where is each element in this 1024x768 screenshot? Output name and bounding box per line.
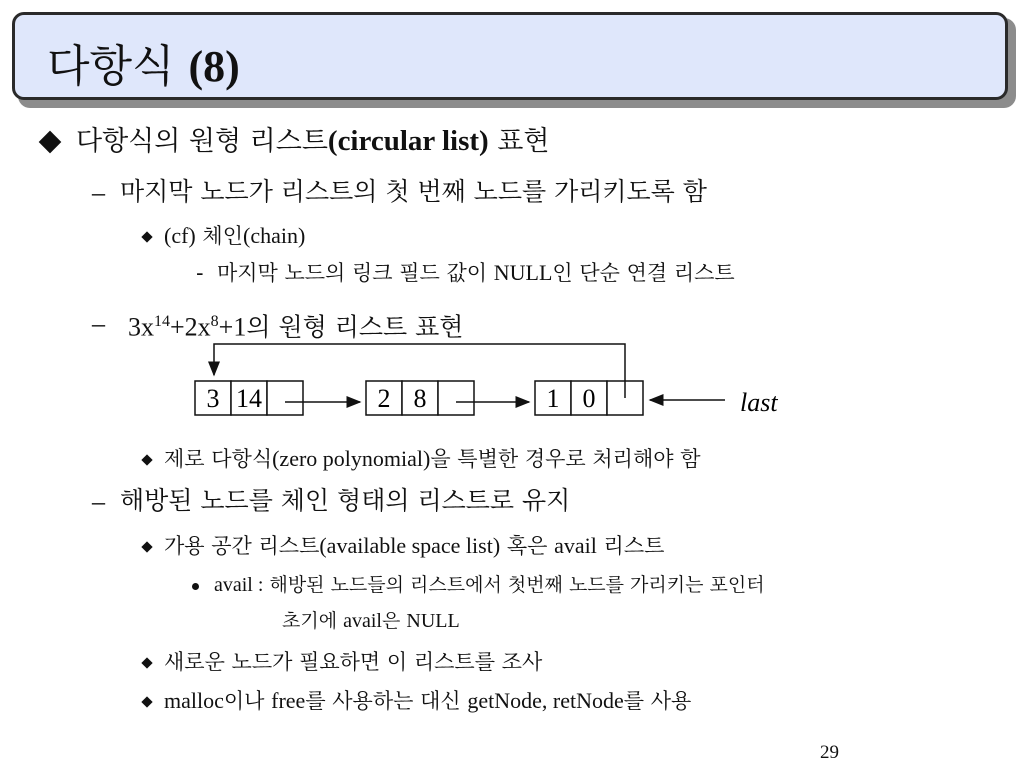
diamond-bullet-icon (39, 131, 62, 154)
node-3-exp: 0 (582, 384, 596, 413)
page-title (47, 39, 240, 95)
dash-bullet-icon: – (92, 487, 105, 516)
small-diamond-bullet-icon (141, 541, 152, 552)
node-3-coef: 1 (546, 384, 560, 413)
last-label: last (740, 388, 778, 417)
node-2-coef: 2 (377, 384, 391, 413)
node-1-coef: 3 (206, 384, 220, 413)
list-node-2 (366, 381, 474, 415)
title-number: (8) (188, 42, 240, 91)
title-main: 다항식 (47, 41, 175, 92)
page-number: 29 (820, 742, 839, 763)
bullet-available-space: 가용 공간 리스트(available space list) 혹은 avail 리스트 (164, 533, 665, 558)
small-diamond-bullet-icon (141, 454, 152, 465)
dash-bullet-icon: – (92, 309, 105, 338)
bullet-last-node: 마지막 노드가 리스트의 첫 번째 노드를 가리키도록 함 (120, 177, 707, 206)
small-diamond-bullet-icon (141, 657, 152, 668)
list-node-1 (195, 381, 303, 415)
bullet-avail-initial: 초기에 avail은 NULL (282, 610, 460, 632)
bullet-malloc: malloc이나 free를 사용하는 대신 getNode, retNode를 사용 (164, 688, 692, 713)
bullet-chain-desc: - 마지막 노드의 링크 필드 값이 NULL인 단순 연결 리스트 (196, 260, 735, 285)
title-box (12, 12, 1008, 100)
node-2-exp: 8 (413, 384, 427, 413)
bullet-chain: (cf) 체인(chain) (164, 223, 306, 248)
circular-list-diagram (180, 335, 820, 425)
small-diamond-bullet-icon (141, 231, 152, 242)
bullet-new-node: 새로운 노드가 필요하면 이 리스트를 조사 (164, 650, 543, 674)
bullet-freed-nodes: 해방된 노드를 체인 형태의 리스트로 유지 (120, 486, 571, 515)
bullet-avail-pointer: avail : 해방된 노드들의 리스트에서 첫번째 노드를 가리키는 포인터 (214, 574, 765, 596)
dot-bullet-icon (192, 583, 199, 590)
bullet-circular-list: 다항식의 원형 리스트(circular list) 표현 (76, 125, 550, 157)
list-node-3 (535, 381, 643, 415)
bullet-zero-polynomial: 제로 다항식(zero polynomial)을 특별한 경우로 처리해야 함 (164, 446, 701, 471)
bullet-polynomial: $3x^{14}+2x^8+1$의 원형 리스트 표현 (128, 312, 464, 342)
small-diamond-bullet-icon (141, 696, 152, 707)
dash-bullet-icon: – (92, 178, 105, 207)
node-1-exp: 14 (236, 384, 262, 413)
